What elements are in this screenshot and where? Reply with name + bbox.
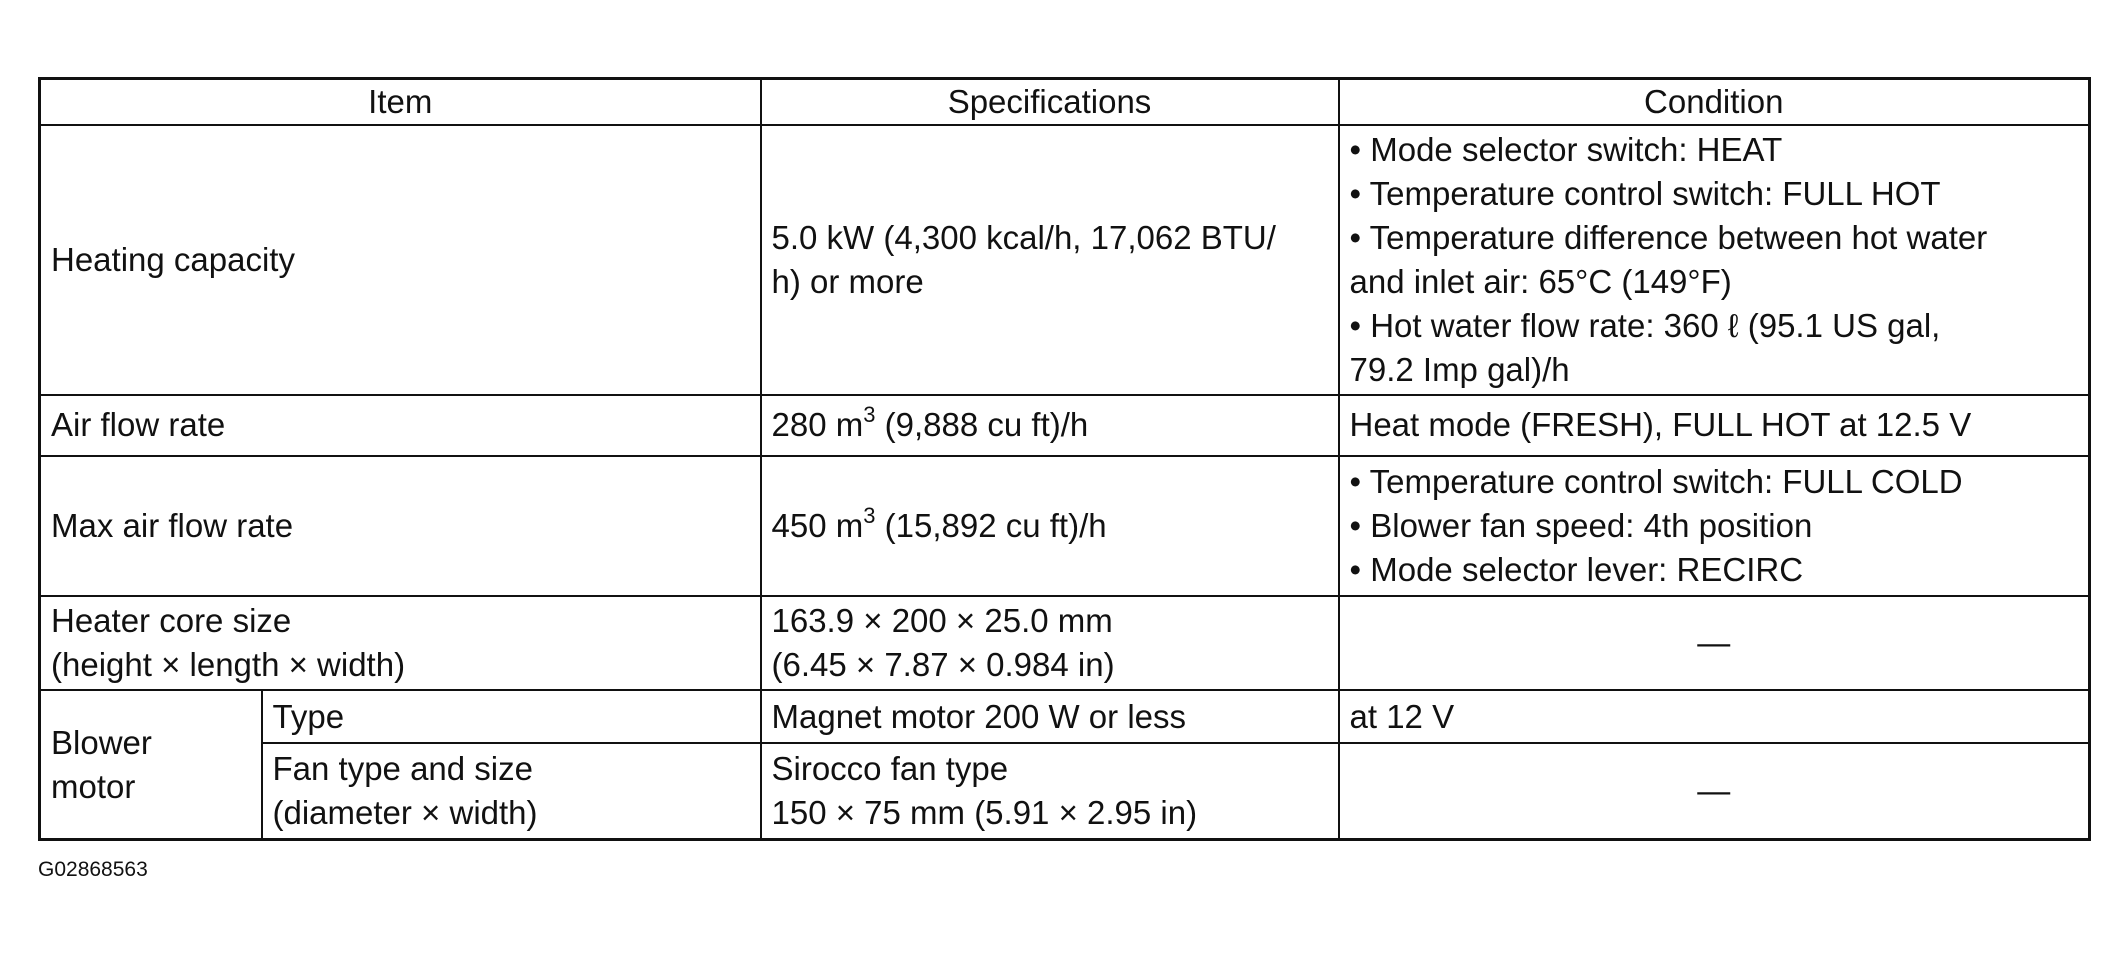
max-air-flow-rate-spec bbox=[761, 456, 1339, 596]
blower-motor-fan-condition bbox=[1339, 743, 2090, 840]
blower-motor-fan-spec: Sirocco fan type 150 × 75 mm (5.91 × 2.95 in) bbox=[761, 743, 1339, 840]
heater-core-size-condition bbox=[1339, 596, 2090, 691]
blower-motor-group-label: Blower motor bbox=[40, 690, 262, 839]
max-air-flow-rate-spec-exponent: 3 bbox=[863, 502, 876, 528]
air-flow-rate-item: Air flow rate bbox=[40, 395, 761, 455]
max-air-flow-rate-spec-imperial: (15,892 cu ft)/h bbox=[875, 506, 1107, 544]
heating-capacity-condition: • Mode selector switch: HEAT • Temperature control switch: FULL HOT • Temperature difference between hot water and inlet air: 65°C (149°F) • Hot water flow rate: 360 ℓ (95.1 US gal, 79.2 Imp gal)/h bbox=[1339, 125, 2090, 395]
row-blower-motor-type bbox=[40, 690, 2090, 742]
row-max-air-flow-rate bbox=[40, 456, 2090, 596]
blower-motor-fan-item: Fan type and size (diameter × width) bbox=[262, 743, 761, 840]
header-condition: Condition bbox=[1339, 79, 2090, 126]
max-air-flow-rate-spec-value: 450 m bbox=[771, 506, 864, 544]
document-code: G02868563 bbox=[38, 858, 148, 881]
max-air-flow-rate-condition: • Temperature control switch: FULL COLD • Blower fan speed: 4th position • Mode selector lever: RECIRC bbox=[1339, 456, 2090, 596]
heater-core-size-item: Heater core size (height × length × width) bbox=[40, 596, 761, 691]
row-heating-capacity bbox=[40, 125, 2090, 395]
row-heater-core-size bbox=[40, 596, 2090, 691]
not-applicable-dash: — bbox=[1697, 624, 1731, 662]
air-flow-rate-spec-exponent: 3 bbox=[863, 402, 876, 428]
air-flow-rate-spec-value: 280 m bbox=[771, 406, 864, 444]
air-flow-rate-condition: Heat mode (FRESH), FULL HOT at 12.5 V bbox=[1339, 395, 2090, 455]
heating-capacity-spec: 5.0 kW (4,300 kcal/h, 17,062 BTU/ h) or more bbox=[761, 125, 1339, 395]
air-flow-rate-spec-imperial: (9,888 cu ft)/h bbox=[875, 406, 1089, 444]
heater-core-size-spec: 163.9 × 200 × 25.0 mm (6.45 × 7.87 × 0.984 in) bbox=[761, 596, 1339, 691]
not-applicable-dash: — bbox=[1697, 771, 1731, 809]
blower-motor-type-item: Type bbox=[262, 690, 761, 742]
specifications-table bbox=[38, 77, 2091, 841]
header-row bbox=[40, 79, 2090, 126]
row-air-flow-rate bbox=[40, 395, 2090, 455]
header-item: Item bbox=[40, 79, 761, 126]
heating-capacity-item: Heating capacity bbox=[40, 125, 761, 395]
blower-motor-type-spec: Magnet motor 200 W or less bbox=[761, 690, 1339, 742]
blower-motor-type-condition: at 12 V bbox=[1339, 690, 2090, 742]
max-air-flow-rate-item: Max air flow rate bbox=[40, 456, 761, 596]
row-blower-motor-fan bbox=[40, 743, 2090, 840]
air-flow-rate-spec bbox=[761, 395, 1339, 455]
header-specifications: Specifications bbox=[761, 79, 1339, 126]
